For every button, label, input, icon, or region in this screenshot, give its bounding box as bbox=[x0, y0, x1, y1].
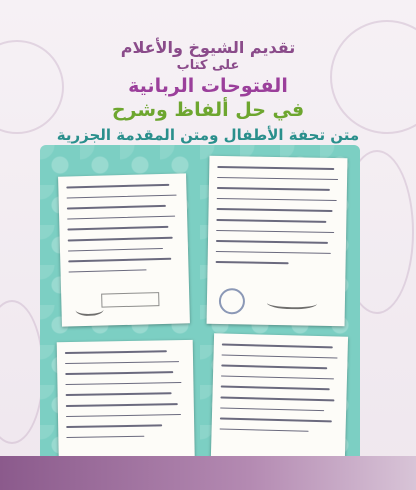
title-line-1: تقديم الشيوخ والأعلام bbox=[120, 38, 296, 57]
signature bbox=[267, 297, 317, 310]
handwritten-letter-top-left bbox=[58, 173, 190, 326]
round-seal bbox=[219, 288, 245, 314]
signature bbox=[75, 304, 103, 317]
decorative-swirl bbox=[0, 300, 44, 444]
book-subtitle: في حل ألفاظ وشرح bbox=[111, 99, 305, 121]
book-title: الفتوحات الربانية bbox=[128, 75, 288, 97]
signature-stamp bbox=[101, 292, 159, 308]
handwritten-letter-top-right bbox=[207, 156, 348, 326]
book-subject: متن تحفة الأطفال ومتن المقدمة الجزرية bbox=[56, 126, 360, 144]
title-line-2: على كتاب bbox=[176, 58, 240, 73]
letters-frame bbox=[40, 145, 360, 490]
bottom-color-band bbox=[0, 456, 416, 490]
cover-title-block bbox=[0, 38, 416, 146]
